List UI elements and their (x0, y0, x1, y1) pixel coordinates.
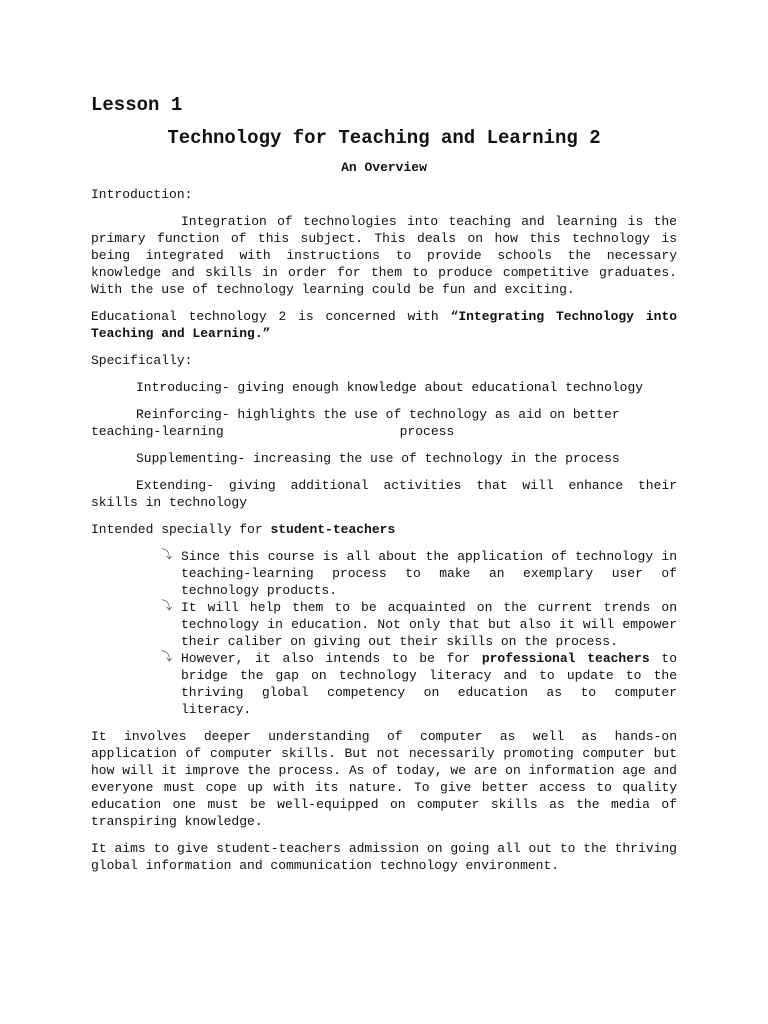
edtech-bold-text: “Integrating Technology into Teaching and Learning.” (91, 309, 677, 341)
reinforcing-item (91, 406, 677, 440)
arrow-bullet-icon: ⤵ (161, 652, 172, 664)
edtech-paragraph (91, 308, 677, 342)
bullet-text-1: Since this course is all about the application of technology in teaching-learning process to make an exemplary user of technology products. (181, 549, 677, 598)
aims-paragraph: It aims to give student-teachers admission on going all out to the thriving global information and communication technology environment. (91, 841, 677, 873)
bullet-text-2: It will help them to be acquainted on the current trends on technology in education. Not only that but also it will empower their caliber on giving out their skills on the process. (181, 600, 677, 649)
intended-text: Intended specially for (91, 522, 271, 537)
list-item (161, 650, 677, 718)
lesson-label: Lesson 1 (91, 94, 183, 116)
reinforcing-line-2 (91, 423, 677, 440)
specifically-heading: Specifically: (91, 353, 193, 368)
intro-paragraph: Integration of technologies into teaching and learning is the primary function of this subject. This deals on how this technology is being integrated with instructions to provide schools the necessary knowledge and skills in order for them to produce competitive graduates. With the use of technology learning could be fun and exciting. (91, 214, 677, 297)
list-item (161, 599, 677, 650)
reinforcing-line-1 (91, 406, 677, 423)
edtech-text: Educational technology 2 is concerned with (91, 309, 451, 324)
involves-paragraph: It involves deeper understanding of computer as well as hands-on application of computer skills. But not necessarily promoting computer but how will it improve the process. As of today, we are on information age and everyone must cope up with its nature. To give better access to quality education one must be well-equipped on computer skills as the media of transpiring knowledge. (91, 729, 677, 829)
page-title: Technology for Teaching and Learning 2 (167, 127, 601, 149)
bullet-text-3-bold: professional teachers (481, 651, 650, 666)
extending-item: Extending- giving additional activities that will enhance their skills in technology (91, 478, 677, 510)
bullet-text-3-prefix: However, it also intends to be for (181, 651, 482, 666)
bullet-text-3-suffix: to bridge the gap on technology literacy and to update to the thriving global competency on education as to computer literacy. (181, 651, 677, 717)
page-subtitle: An Overview (341, 160, 427, 175)
reinforcing-text-2a: teaching-learning (91, 424, 224, 439)
introducing-item: Introducing- giving enough knowledge about educational technology (136, 380, 644, 395)
intended-bold-text: student-teachers (270, 522, 396, 537)
supplementing-item: Supplementing- increasing the use of technology in the process (136, 451, 620, 466)
intro-heading: Introduction: (91, 187, 193, 202)
list-item (161, 548, 677, 599)
arrow-bullet-icon: ⤵ (161, 550, 172, 562)
reinforcing-text-1: Reinforcing- highlights the use of technology as aid on better (136, 407, 620, 422)
reinforcing-text-2b: process (399, 424, 455, 439)
bullet-list (91, 548, 677, 718)
arrow-bullet-icon: ⤵ (161, 601, 172, 613)
intended-paragraph (91, 521, 677, 538)
